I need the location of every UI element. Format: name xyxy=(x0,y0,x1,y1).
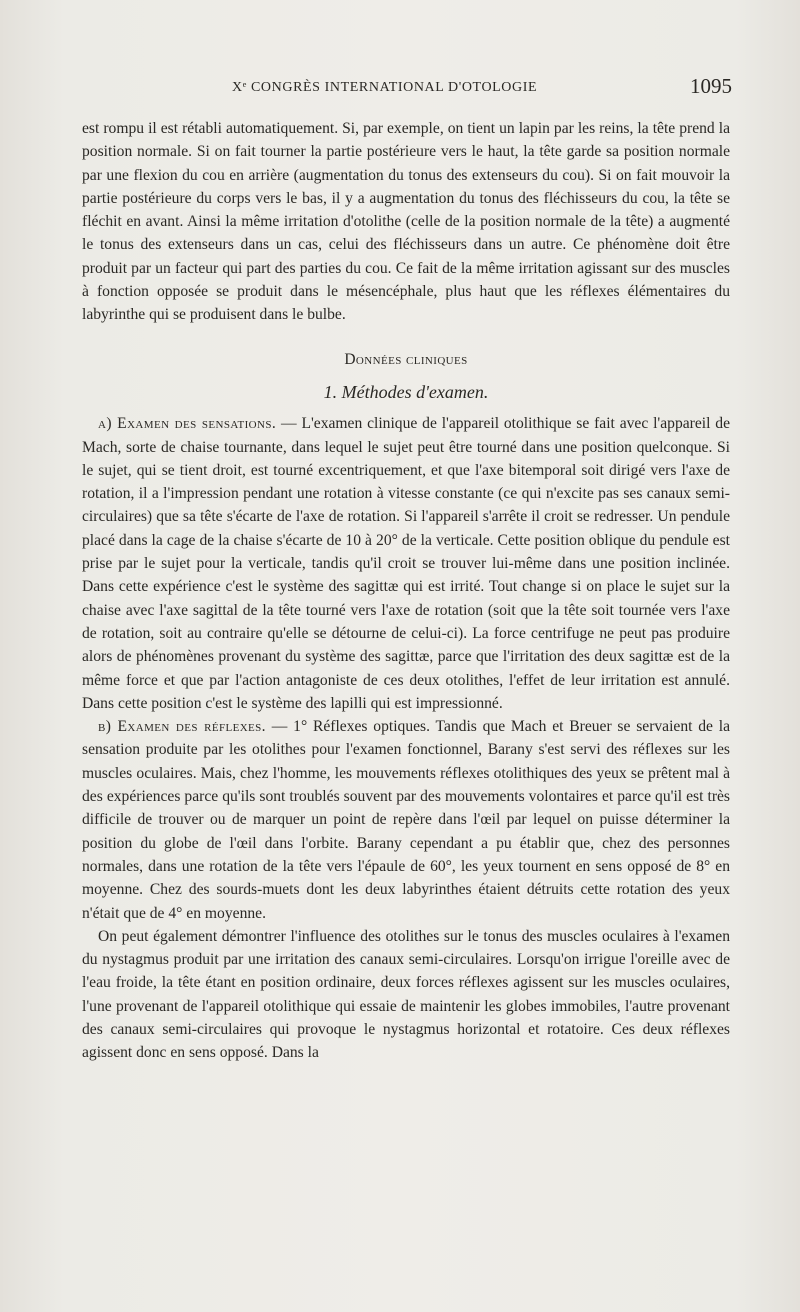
paragraph-label-sensations: a) Examen des sensations. xyxy=(98,415,277,433)
paragraph-text-reflexes: 1° Réflexes optiques. Tandis que Mach et Breuer se servaient de la sensation produite par les otolithes pour l'examen fonctionnel, Barany s'est servi des réflexes sur les muscles oculaires. Mais, chez l'homme, les mouvements réflexes otolithiques des yeux se prêtent mal à des expériences parce qu'ils sont troublés souvent par des mouvements volontaires et parce qu'il est très difficile de trouver ou de marquer un point de repère dans l'œil par lequel on puisse déterminer la position du globe de l'œil dans l'orbite. Barany cependant a pu établir que, chez des personnes normales, dans une rotation de la tête vers l'épaule de 60°, les yeux tournent en sens opposé de 8° en moyenne. Chez des sourds-muets dont les deux labyrinthes étaient détruits cette rotation des yeux n'était que de 4° en moyenne. xyxy=(82,718,731,922)
paragraph-dash: — xyxy=(265,718,294,736)
paragraph-label-reflexes: b) Examen des réflexes. xyxy=(98,718,266,736)
paragraph-intro: est rompu il est rétabli automatiquement. Si, par exemple, on tient un lapin par les reins, la tête prend la position normale. Si on fait tourner la partie postérieure vers le haut, la tête garde sa position normale par une flexion du cou en arrière (augmentation du tonus des extenseurs du cou). Si on fait mouvoir la partie postérieure du corps vers le bas, il y a augmentation du tonus des fléchisseurs du cou, la tête se fléchit en avant. Ainsi la même irritation d'otolithe (celle de la position normale de la tête) a augmenté le tonus des extenseurs dans un cas, celui des fléchisseurs dans un autre. Ce phénomène doit être produit par un facteur qui part des parties du cou. Ce fait de la même irritation agissant sur des muscles à fonction opposée se produit dans le mésencéphale, plus haut que les réflexes élémentaires du labyrinthe qui se produisent dans le bulbe. xyxy=(82,120,730,324)
paragraph-reflexes xyxy=(82,715,730,925)
running-header xyxy=(82,76,732,106)
running-title: Xᵉ CONGRÈS INTERNATIONAL D'OTOLOGIE xyxy=(232,80,538,95)
body-text xyxy=(82,117,730,1065)
page-number: 1095 xyxy=(690,74,732,98)
paragraph-dash: — xyxy=(276,415,302,433)
section-heading: Données cliniques xyxy=(344,350,468,368)
subsection-heading: 1. Méthodes d'examen. xyxy=(323,381,489,402)
paragraph-nystagmus: On peut également démontrer l'influence des otolithes sur le tonus des muscles oculaires à l'examen du nystagmus produit par une irritation des canaux semi-circulaires. Lorsqu'on irrigue l'oreille avec de l'eau froide, la tête étant en position ordinaire, deux forces réflexes agissent sur les muscles oculaires, l'une provenant de l'appareil otolithique qui essaie de maintenir les globes immobiles, l'autre provenant des canaux semi-circulaires qui provoque le nystagmus horizontal et rotatoire. Ces deux réflexes agissent donc en sens opposé. Dans la xyxy=(82,927,730,1062)
paragraph-sensations xyxy=(82,412,730,715)
paragraph-text-sensations: L'examen clinique de l'appareil otolithique se fait avec l'appareil de Mach, sorte de chaise tournante, dans lequel le sujet peut être tourné dans une position quelconque. Si le sujet, qui se tient droit, est tourné excentriquement, et que l'axe bitemporal soit dirigé vers l'axe de rotation, il a l'impression pendant une rotation à vitesse constante (ce qui n'excite pas ses canaux semi-circulaires) que sa tête s'écarte de l'axe de rotation. Si l'appareil s'arrête il croit se redresser. Un pendule placé dans la cage de la chaise s'écarte de 10 à 20° de la verticale. Cette position oblique du pendule est prise par le sujet pour la verticale, tandis qu'il croit se trouver lui-même dans une position inclinée. Dans cette expérience c'est le système des sagittæ qui est irrité. Tout change si on place le sujet sur la chaise avec l'axe sagittal de la tête tourné vers l'axe de rotation (soit que la tête soit tournée vers l'axe de rotation, soit au contraire qu'elle se détourne de celui-ci). La force centrifuge ne peut pas produire alors de phénomènes provenant du système des sagittæ, parce que l'irritation des deux sagittæ est de la même force et que par l'action antagoniste de ces deux otolithes, l'effet de leur irritation est annulé. Dans cette position c'est le système des lapilli qui est impressionné. xyxy=(82,415,731,712)
